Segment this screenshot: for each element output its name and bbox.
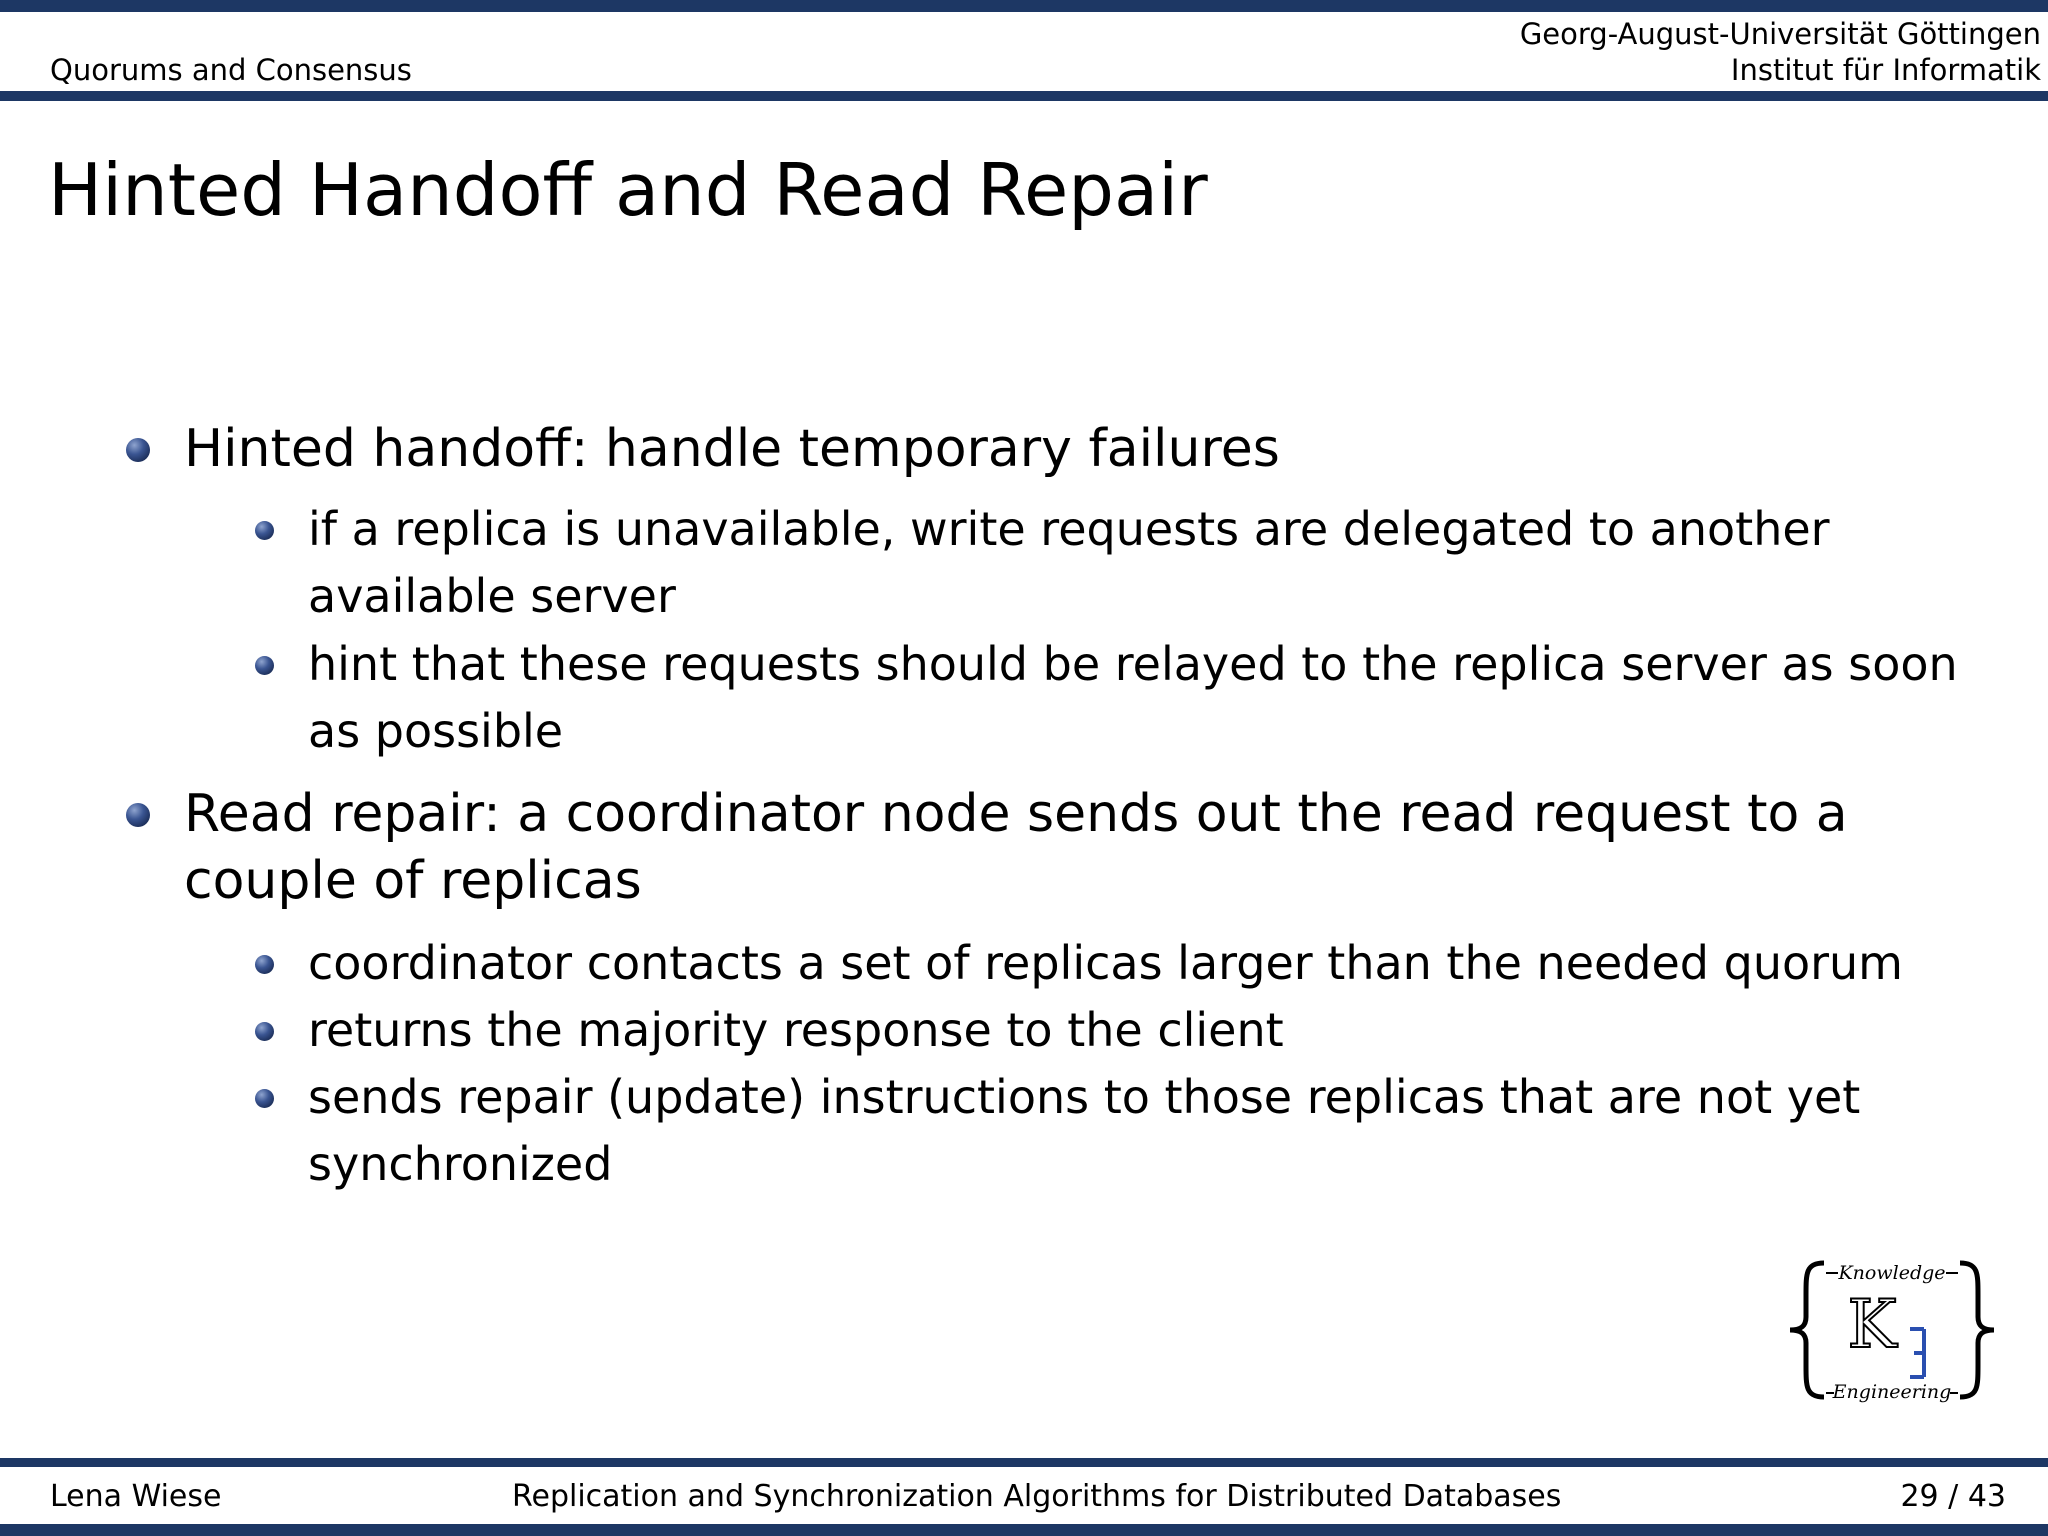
sub-bullet-text-line: synchronized bbox=[308, 1137, 613, 1191]
slide-title: Hinted Handoff and Read Repair bbox=[48, 148, 1208, 232]
sub-bullet-text-line: if a replica is unavailable, write requests are delegated to another bbox=[308, 502, 1830, 556]
sub-bullet-text-line: hint that these requests should be relayed to the replica server as soon bbox=[308, 637, 1958, 691]
sub-bullet-marker-icon bbox=[255, 656, 274, 675]
bullet-text: Hinted handoff: handle temporary failures bbox=[184, 419, 1280, 479]
logo-left-brace bbox=[1790, 1263, 1824, 1397]
sub-bullet-repair-instructions bbox=[308, 1064, 1860, 1198]
knowledge-engineering-logo bbox=[1784, 1255, 2000, 1405]
sub-bullet-unavailable-replica bbox=[308, 496, 1830, 630]
sub-bullet-marker-icon bbox=[255, 1022, 274, 1041]
bullet-marker-icon bbox=[126, 803, 150, 827]
footer-author: Lena Wiese bbox=[50, 1479, 222, 1514]
logo-top-word: Knowledge bbox=[1838, 1262, 1946, 1284]
header-bottom-bar bbox=[0, 91, 2048, 101]
sub-bullet-majority-response bbox=[308, 997, 1284, 1064]
sub-bullet-text-line: sends repair (update) instructions to those replicas that are not yet bbox=[308, 1070, 1861, 1124]
bullet-marker-icon bbox=[126, 438, 150, 462]
sub-bullet-text-line: available server bbox=[308, 569, 676, 623]
header-affiliation bbox=[1520, 16, 2041, 88]
sub-bullet-coordinator-contacts bbox=[308, 930, 1903, 997]
sub-bullet-hint-relay bbox=[308, 631, 1958, 765]
footer-top-bar bbox=[0, 1458, 2048, 1467]
footer-bottom-bar bbox=[0, 1524, 2048, 1536]
sub-bullet-text-line: as possible bbox=[308, 704, 564, 758]
bullet-text-line: Read repair: a coordinator node sends out the read request to a bbox=[184, 784, 1848, 844]
header-top-bar bbox=[0, 0, 2048, 12]
logo-right-brace bbox=[1960, 1263, 1994, 1397]
bullet-read-repair bbox=[184, 781, 1848, 915]
header-institute: Institut für Informatik bbox=[1730, 53, 2041, 87]
footer-page-number: 29 / 43 bbox=[1900, 1479, 2006, 1514]
sub-bullet-marker-icon bbox=[255, 1089, 274, 1108]
bullet-text-line: couple of replicas bbox=[184, 851, 642, 911]
bullet-hinted-handoff bbox=[184, 416, 1280, 483]
header-section-title: Quorums and Consensus bbox=[50, 53, 412, 87]
sub-bullet-text-line: returns the majority response to the client bbox=[308, 1003, 1284, 1057]
logo-exists-icon bbox=[1910, 1329, 1924, 1377]
header-university: Georg-August-Universität Göttingen bbox=[1519, 17, 2041, 51]
sub-bullet-marker-icon bbox=[255, 955, 274, 974]
sub-bullet-text-line: coordinator contacts a set of replicas larger than the needed quorum bbox=[308, 936, 1903, 990]
footer-talk-title: Replication and Synchronization Algorithms for Distributed Databases bbox=[512, 1479, 1562, 1514]
logo-letter: K bbox=[1847, 1286, 1897, 1363]
logo-bottom-word: Engineering bbox=[1832, 1381, 1952, 1403]
sub-bullet-marker-icon bbox=[255, 521, 274, 540]
